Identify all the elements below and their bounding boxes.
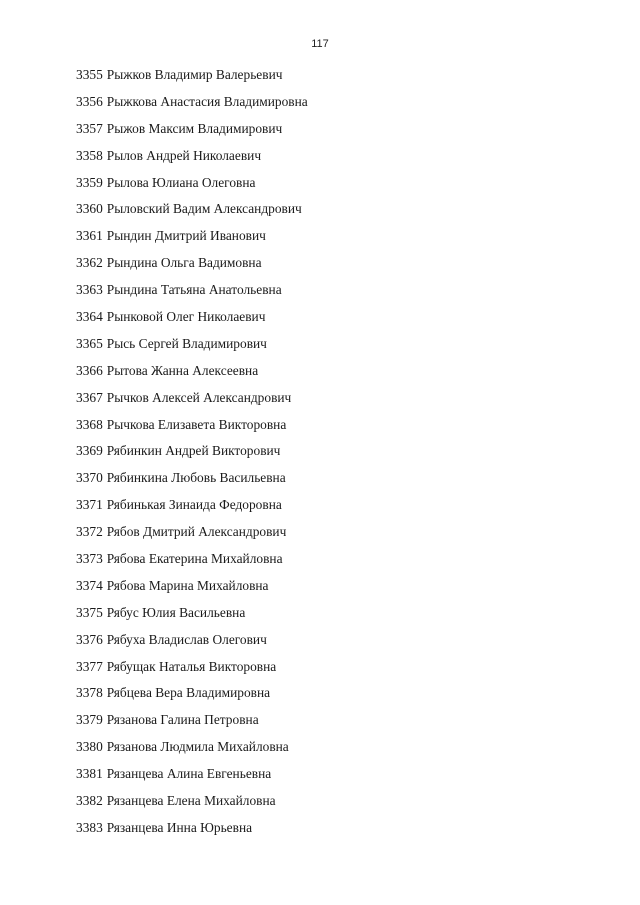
entry-number: 3376 (76, 631, 103, 647)
list-item (76, 360, 308, 387)
name-list (76, 64, 308, 844)
list-item (76, 387, 308, 414)
entry-number: 3368 (76, 416, 103, 432)
entry-name: Рычков Алексей Александрович (106, 389, 292, 405)
entry-name: Рылов Андрей Николаевич (106, 147, 262, 163)
entry-name: Рыжов Максим Владимирович (106, 120, 283, 136)
entry-name: Рычкова Елизавета Викторовна (106, 416, 287, 432)
entry-name: Рябова Екатерина Михайловна (106, 551, 283, 567)
entry-name: Рябцева Вера Владимировна (106, 685, 271, 701)
list-item (76, 145, 308, 172)
entry-number: 3380 (76, 739, 103, 755)
entry-number: 3377 (76, 658, 103, 674)
entry-number: 3357 (76, 120, 103, 136)
list-item (76, 306, 308, 333)
list-item (76, 198, 308, 225)
entry-name: Рязанцева Елена Михайловна (106, 793, 276, 809)
list-item (76, 575, 308, 602)
entry-number: 3367 (76, 389, 103, 405)
list-item (76, 656, 308, 683)
list-item (76, 602, 308, 629)
entry-number: 3362 (76, 255, 103, 271)
list-item (76, 763, 308, 790)
entry-name: Рынковой Олег Николаевич (106, 309, 266, 325)
list-item (76, 494, 308, 521)
entry-number: 3381 (76, 766, 103, 782)
entry-name: Рябущак Наталья Викторовна (106, 658, 277, 674)
entry-name: Рыжкова Анастасия Владимировна (106, 93, 308, 109)
entry-number: 3364 (76, 309, 103, 325)
list-item (76, 414, 308, 441)
list-item (76, 440, 308, 467)
entry-number: 3378 (76, 685, 103, 701)
entry-number: 3379 (76, 712, 103, 728)
entry-number: 3363 (76, 282, 103, 298)
entry-name: Рындина Ольга Вадимовна (106, 255, 262, 271)
entry-name: Рябинкин Андрей Викторович (106, 443, 281, 459)
entry-name: Рыловский Вадим Александрович (106, 201, 302, 217)
list-item (76, 118, 308, 145)
list-item (76, 548, 308, 575)
list-item (76, 225, 308, 252)
entry-number: 3360 (76, 201, 103, 217)
list-item (76, 64, 308, 91)
entry-number: 3358 (76, 147, 103, 163)
entry-name: Рябус Юлия Васильевна (106, 604, 246, 620)
list-item (76, 629, 308, 656)
entry-number: 3375 (76, 604, 103, 620)
entry-number: 3370 (76, 470, 103, 486)
entry-number: 3369 (76, 443, 103, 459)
entry-number: 3365 (76, 335, 103, 351)
list-item (76, 736, 308, 763)
entry-number: 3371 (76, 497, 103, 513)
entry-name: Рыжков Владимир Валерьевич (106, 67, 283, 82)
list-item (76, 467, 308, 494)
list-item (76, 682, 308, 709)
entry-number: 3372 (76, 524, 103, 540)
entry-name: Рябинкина Любовь Васильевна (106, 470, 286, 486)
entry-number: 3373 (76, 551, 103, 567)
list-item (76, 279, 308, 306)
list-item (76, 790, 308, 817)
list-item (76, 91, 308, 118)
entry-number: 3361 (76, 228, 103, 244)
entry-name: Рындина Татьяна Анатольевна (106, 282, 282, 298)
entry-number: 3359 (76, 174, 103, 190)
list-item (76, 521, 308, 548)
entry-name: Рябова Марина Михайловна (106, 577, 269, 593)
entry-name: Рязанцева Инна Юрьевна (106, 819, 253, 835)
list-item (76, 252, 308, 279)
list-item (76, 172, 308, 199)
entry-name: Рябов Дмитрий Александрович (106, 524, 287, 540)
entry-number: 3355 (76, 67, 103, 82)
entry-name: Рябинькая Зинаида Федоровна (106, 497, 282, 513)
entry-name: Рязанова Галина Петровна (106, 712, 259, 728)
entry-name: Рындин Дмитрий Иванович (106, 228, 266, 244)
entry-name: Рылова Юлиана Олеговна (106, 174, 256, 190)
list-item (76, 333, 308, 360)
entry-number: 3374 (76, 577, 103, 593)
entry-number: 3356 (76, 93, 103, 109)
list-item (76, 709, 308, 736)
entry-name: Рытова Жанна Алексеевна (106, 362, 259, 378)
entry-number: 3383 (76, 819, 103, 835)
entry-name: Рязанова Людмила Михайловна (106, 739, 289, 755)
entry-number: 3366 (76, 362, 103, 378)
entry-name: Рябуха Владислав Олегович (106, 631, 267, 647)
entry-name: Рысь Сергей Владимирович (106, 335, 267, 351)
entry-number: 3382 (76, 793, 103, 809)
page-number: 117 (311, 38, 329, 50)
entry-name: Рязанцева Алина Евгеньевна (106, 766, 272, 782)
list-item (76, 817, 308, 844)
